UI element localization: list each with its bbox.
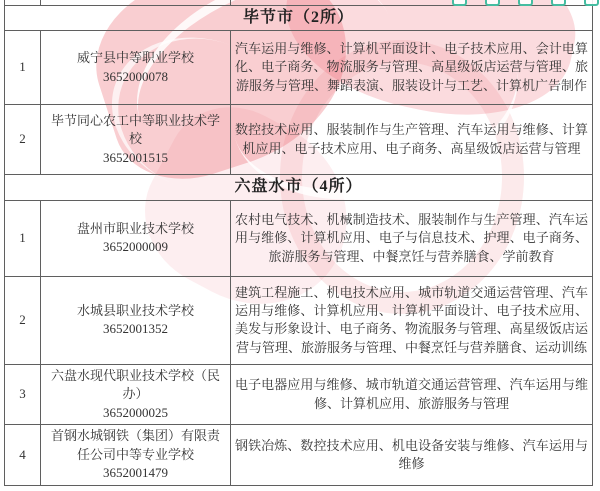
programs-cell: 汽车运用与维修、计算机平面设计、电子技术应用、会计电算化、电子商务、物流服务与管理、高星级饭店运营与管理、旅游服务与管理、舞蹈表演、服装设计与工艺、计算机广告制作 (231, 31, 593, 105)
programs-cell: 钢铁冶炼、数控技术应用、机电设备安装与维修、汽车运用与维修 (231, 425, 593, 485)
school-name: 威宁县中等职业学校 (76, 50, 194, 66)
row-index: 1 (5, 200, 41, 276)
toolbar-icon-3[interactable] (518, 0, 533, 6)
table-row (5, 276, 593, 364)
toolbar-icons-strip (448, 0, 600, 10)
section-header: 六盘水市（4所） (5, 175, 593, 201)
school-cell (41, 31, 231, 105)
school-code: 3652000078 (103, 68, 168, 84)
school-code: 3652000009 (103, 239, 168, 255)
programs-cell: 数控技术应用、服装制作与生产管理、汽车运用与维修、计算机应用、电子技术应用、电子商务、高星级饭店运营与管理 (231, 105, 593, 175)
row-index: 2 (5, 276, 41, 364)
school-cell (41, 105, 231, 175)
toolbar-icon-4[interactable] (551, 0, 566, 6)
school-name: 六盘水现代职业技术学校（民办） (50, 367, 220, 402)
school-name: 盘州市职业技术学校 (76, 220, 194, 236)
row-index: 4 (5, 425, 41, 485)
school-code: 3652001515 (103, 149, 168, 165)
school-table (4, 0, 593, 486)
table-row (5, 200, 593, 276)
school-code: 3652001479 (103, 465, 168, 481)
table-row (5, 364, 593, 424)
school-cell (41, 364, 231, 424)
programs-cell: 建筑工程施工、机电技术应用、城市轨道交通运营管理、汽车运用与维修、计算机应用、计算机平面设计、电子技术应用、美发与形象设计、电子商务、物流服务与管理、高星级饭店运营与管理、旅游服务与管理、中餐烹饪与营养膳食、运动训练 (231, 276, 593, 364)
school-name: 水城县职业技术学校 (76, 302, 194, 318)
school-name: 首钢水城钢铁（集团）有限责任公司中等专业学校 (50, 428, 220, 462)
table-row (5, 31, 593, 105)
programs-cell: 电子电器应用与维修、城市轨道交通运营管理、汽车运用与维修、计算机应用、旅游服务与管理 (231, 364, 593, 424)
school-cell (41, 200, 231, 276)
school-code: 3652000025 (103, 404, 168, 420)
school-cell (41, 425, 231, 485)
programs-cell: 农村电气技术、机械制造技术、服装制作与生产管理、汽车运用与维修、计算机应用、电子与信息技术、护理、电子商务、旅游服务与管理、中餐烹饪与营养膳食、学前教育 (231, 200, 593, 276)
school-cell (41, 276, 231, 364)
toolbar-icon-5[interactable] (584, 0, 599, 6)
row-index: 3 (5, 364, 41, 424)
section-header-row (5, 175, 593, 201)
table-row (5, 425, 593, 485)
table-row (5, 105, 593, 175)
school-code: 3652001352 (103, 321, 168, 337)
row-index: 1 (5, 31, 41, 105)
toolbar-icon-2[interactable] (485, 0, 500, 6)
toolbar-icon-1[interactable] (452, 0, 467, 6)
section-header: 毕节市（2所） (5, 5, 593, 31)
row-index: 2 (5, 105, 41, 175)
school-name: 毕节同心农工中等职业技术学校 (50, 113, 220, 147)
